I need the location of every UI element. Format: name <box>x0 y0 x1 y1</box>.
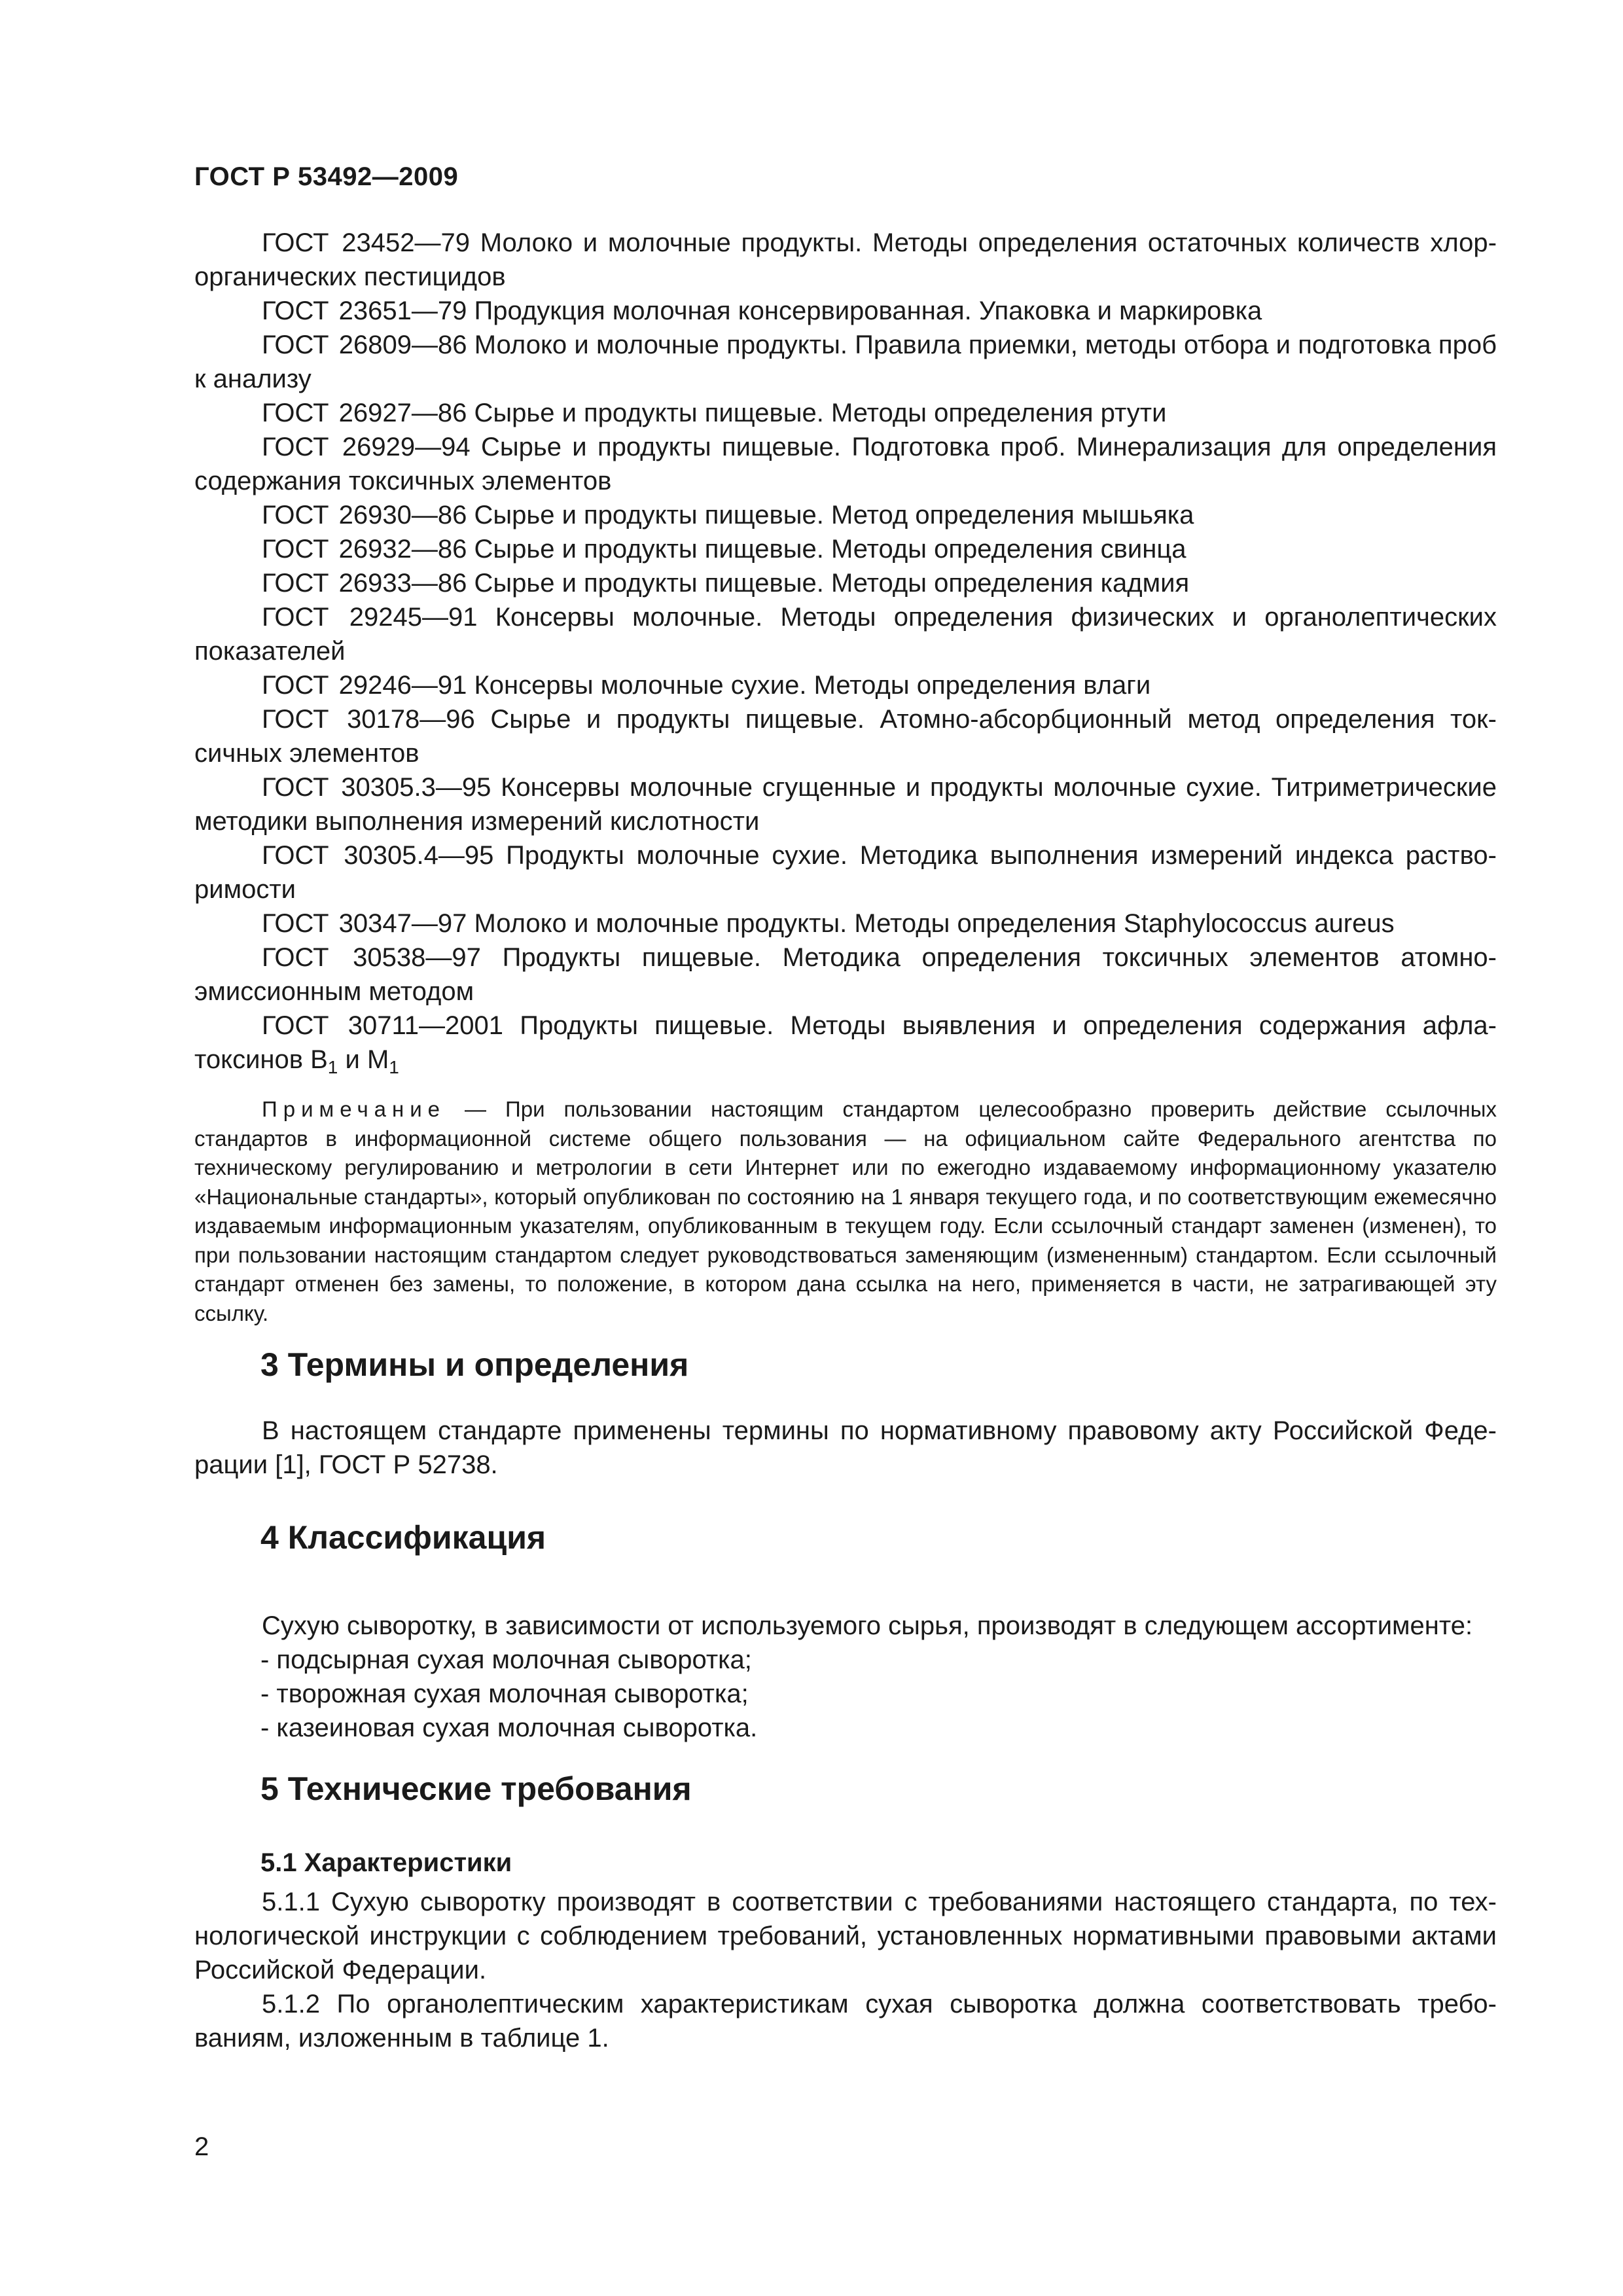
reference-item: ГОСТ 30305.4—95 Продукты молочные сухие. Методика выполнения измерений индекса растворимости <box>194 841 1497 904</box>
reference-item-aflatoxins: ГОСТ 30711—2001 Продукты пищевые. Методы выявления и определения содержания афлатоксинов $B_1$ и $M_1$ <box>194 1011 1497 1077</box>
reference-item: ГОСТ 30178—96 Сырье и продукты пищевые. Атомно-абсорбционный метод определения токсичных элементов <box>194 705 1497 768</box>
paragraph-5-1-1: 5.1.1 Сухую сыворотку производят в соответствии с требованиями настоящего стандарта, по технологической инструкции с соблюдением требований, установленных нормативными правовыми актами Российской Федерации. <box>194 1888 1497 1984</box>
section-3-title: 3 Термины и определения <box>260 1346 689 1383</box>
list-item: - творожная сухая молочная сыворотка; <box>260 1679 749 1708</box>
reference-item: ГОСТ 30305.3—95 Консервы молочные сгущенные и продукты молочные сухие. Титриметрические методики выполнения измерений кислотности <box>194 773 1497 836</box>
section-5-title: 5 Технические требования <box>260 1770 692 1807</box>
section-3-text: В настоящем стандарте применены термины по нормативному правовому акту Российской Федерации [1], ГОСТ Р 52738. <box>194 1416 1497 1479</box>
reference-item: ГОСТ 26929—94 Сырье и продукты пищевые. Подготовка проб. Минерализация для определения содержания токсичных элементов <box>194 433 1497 495</box>
reference-item: ГОСТ 30347—97 Молоко и молочные продукты. Методы определения Staphylococcus aureus <box>262 909 1395 938</box>
reference-item: ГОСТ 26933—86 Сырье и продукты пищевые. Методы определения кадмия <box>262 569 1190 598</box>
reference-list <box>194 226 1497 1077</box>
assortment-list <box>260 1643 1491 1745</box>
document-code: ГОСТ Р 53492—2009 <box>194 162 459 191</box>
subsection-5-1-title: 5.1 Характеристики <box>260 1848 512 1877</box>
list-item: - казеиновая сухая молочная сыворотка. <box>260 1713 758 1742</box>
reference-item: ГОСТ 26809—86 Молоко и молочные продукты. Правила приемки, методы отбора и подготовка проб к анализу <box>194 331 1497 393</box>
reference-item: ГОСТ 30538—97 Продукты пищевые. Методика определения токсичных элементов атомно-эмиссионным методом <box>194 943 1497 1006</box>
page-number: 2 <box>194 2132 209 2161</box>
reference-note <box>194 1095 1497 1328</box>
paragraph-5-1-2: 5.1.2 По органолептическим характеристикам сухая сыворотка должна соответствовать требованиям, изложенным в таблице 1. <box>194 1990 1497 2053</box>
section-4-intro: Сухую сыворотку, в зависимости от используемого сырья, производят в следующем ассортименте: <box>262 1611 1473 1640</box>
section-4-title: 4 Классификация <box>260 1519 546 1556</box>
reference-item: ГОСТ 26930—86 Сырье и продукты пищевые. Метод определения мышьяка <box>262 501 1194 529</box>
reference-item: ГОСТ 29245—91 Консервы молочные. Методы определения физических и органолептических показателей <box>194 603 1497 666</box>
reference-item: ГОСТ 29246—91 Консервы молочные сухие. Методы определения влаги <box>262 671 1151 700</box>
reference-item: ГОСТ 26927—86 Сырье и продукты пищевые. Методы определения ртути <box>262 399 1167 427</box>
note-text: — При пользовании настоящим стандартом целесообразно проверить действие ссылочных стандартов в информационной системе общего пользования — на официальном сайте Федерального агентства по техническому регулированию и метрологии в сети Интернет или по ежегодно издаваемому информационному указателю «Национальные стандарты», который опубликован по состоянию на 1 января текущего года, и по соответствующим ежемесячно издаваемым информационным указателям, опубликованным в текущем году. Если ссылочный стандарт заменен (изменен), то при пользовании настоящим стандартом следует руководствоваться заменяющим (измененным) стандартом. Если ссылочный стандарт отменен без замены, то положение, в котором дана ссылка на него, применяется в части, не затрагивающей эту ссылку. <box>194 1097 1497 1325</box>
note-label: Примечание <box>262 1097 446 1121</box>
list-item: - подсырная сухая молочная сыворотка; <box>260 1645 752 1674</box>
reference-item: ГОСТ 23452—79 Молоко и молочные продукты. Методы определения остаточных количеств хлорорганических пестицидов <box>194 228 1497 291</box>
reference-item: ГОСТ 23651—79 Продукция молочная консервированная. Упаковка и маркировка <box>262 296 1262 325</box>
reference-item: ГОСТ 26932—86 Сырье и продукты пищевые. Методы определения свинца <box>262 535 1186 564</box>
